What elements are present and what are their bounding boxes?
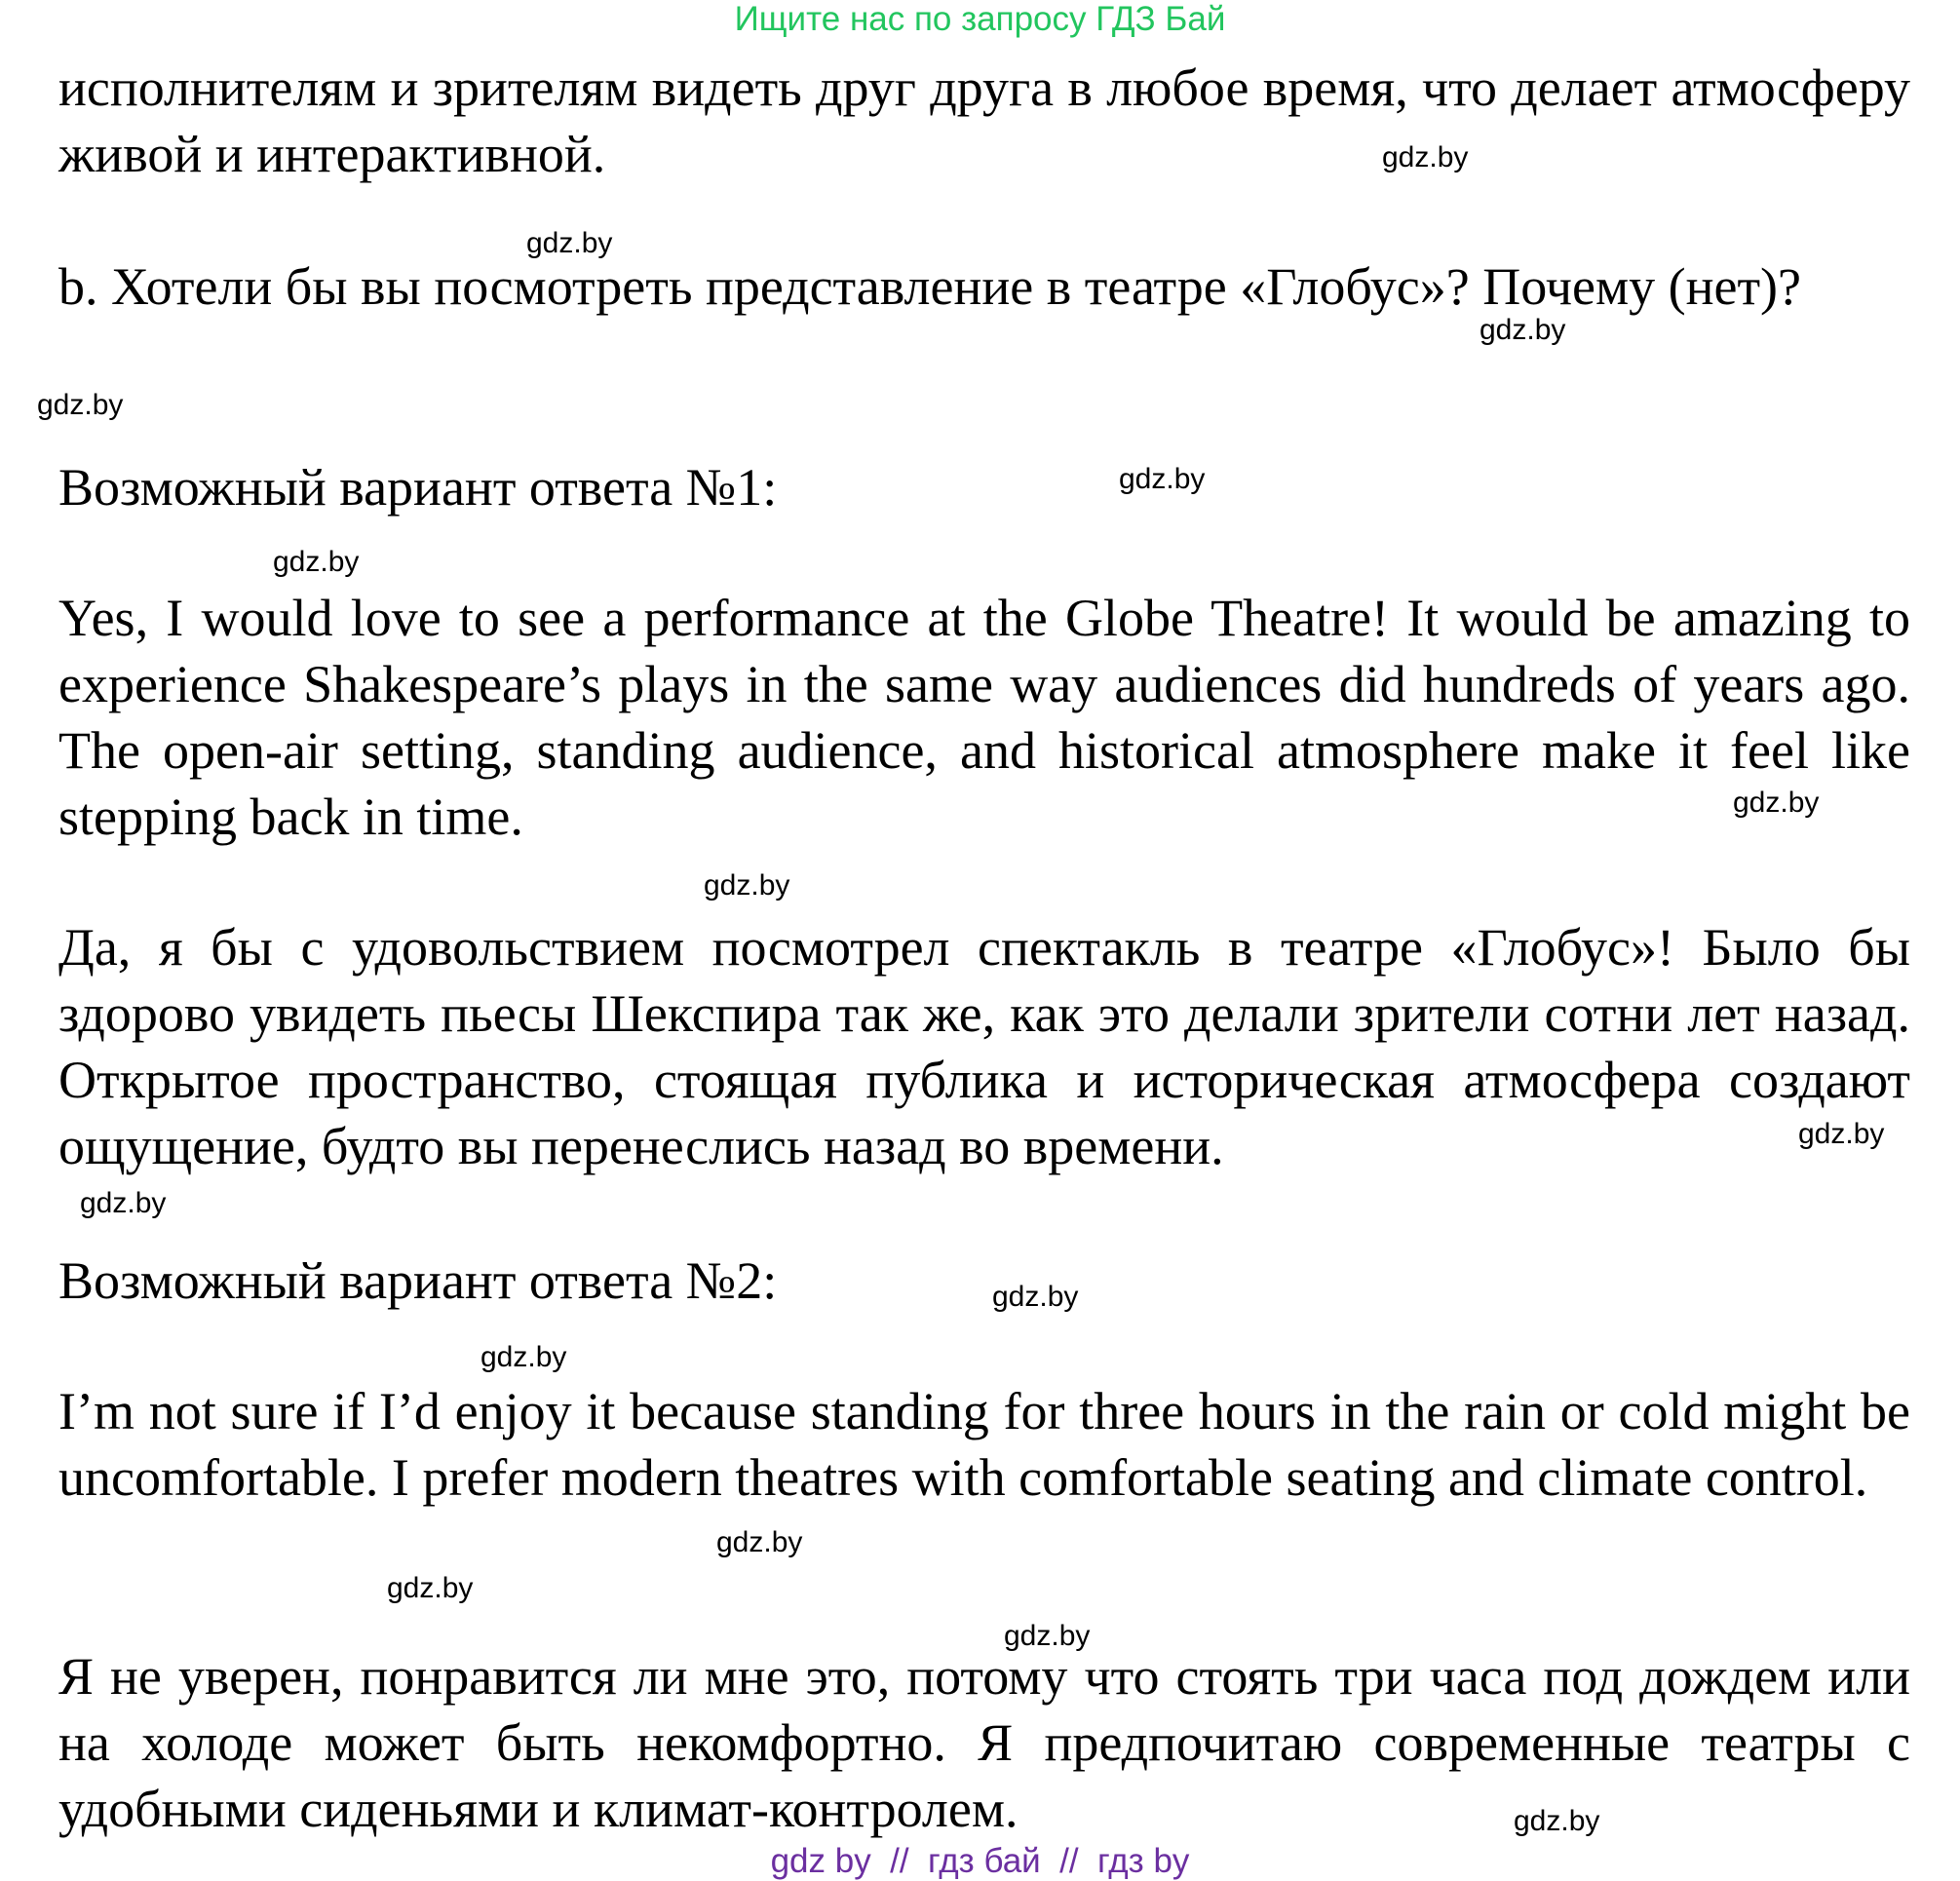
question-b: b. Хотели бы вы посмотреть представление в театре «Глобус»? Почему (нет)?: [58, 257, 1802, 316]
watermark: gdz.by: [1382, 141, 1469, 173]
watermark: gdz.by: [273, 546, 360, 578]
answer-2-russian: Я не уверен, понравится ли мне это, потому что стоять три часа под дождем или на холоде может быть некомфортно. Я предпочитаю современные театры с удобными сиденьями и климат-контролем.: [58, 1647, 1910, 1838]
answer-2-english: I’m not sure if I’d enjoy it because standing for three hours in the rain or cold might be uncomfortable. I prefer modern theatres with comfortable seating and climate control.: [58, 1382, 1910, 1507]
answer-2-heading: Возможный вариант ответа №2:: [58, 1251, 778, 1310]
watermark: gdz.by: [704, 869, 790, 902]
answer-1-heading: Возможный вариант ответа №1:: [58, 458, 778, 517]
watermark: gdz.by: [526, 227, 613, 259]
answer-1-english: Yes, I would love to see a performance at the Globe Theatre! It would be amazing to experience Shakespeare’s plays in the same way audiences did hundreds of years ago. The open-air setting, standing audience, and historical atmosphere make it feel like stepping back in time.: [58, 589, 1910, 846]
watermark: gdz.by: [992, 1281, 1079, 1313]
watermark: gdz.by: [1480, 314, 1566, 346]
header-banner: Ищите нас по запросу ГДЗ Бай: [734, 0, 1226, 38]
footer-banner: gdz by // гдз бай // гдз by: [770, 1842, 1190, 1880]
watermark: gdz.by: [716, 1526, 803, 1558]
watermark: gdz.by: [480, 1341, 567, 1373]
watermark: gdz.by: [387, 1572, 474, 1604]
watermark: gdz.by: [1733, 787, 1820, 819]
answer-1-russian: Да, я бы с удовольствием посмотрел спектакль в театре «Глобус»! Было бы здорово увидеть пьесы Шекспира так же, как это делали зрители сотни лет назад. Открытое пространство, стоящая публика и историческая атмосфера создают ощущение, будто вы перенеслись назад во времени.: [58, 918, 1910, 1175]
watermark: gdz.by: [1798, 1118, 1885, 1150]
watermark: gdz.by: [1514, 1805, 1600, 1837]
watermark: gdz.by: [1119, 463, 1206, 495]
watermark: gdz.by: [1004, 1620, 1091, 1652]
watermark: gdz.by: [37, 389, 124, 421]
watermark: gdz.by: [80, 1187, 167, 1219]
paragraph-top: исполнителям и зрителям видеть друг друга в любое время, что делает атмосферу живой и интерактивной.: [58, 58, 1910, 183]
